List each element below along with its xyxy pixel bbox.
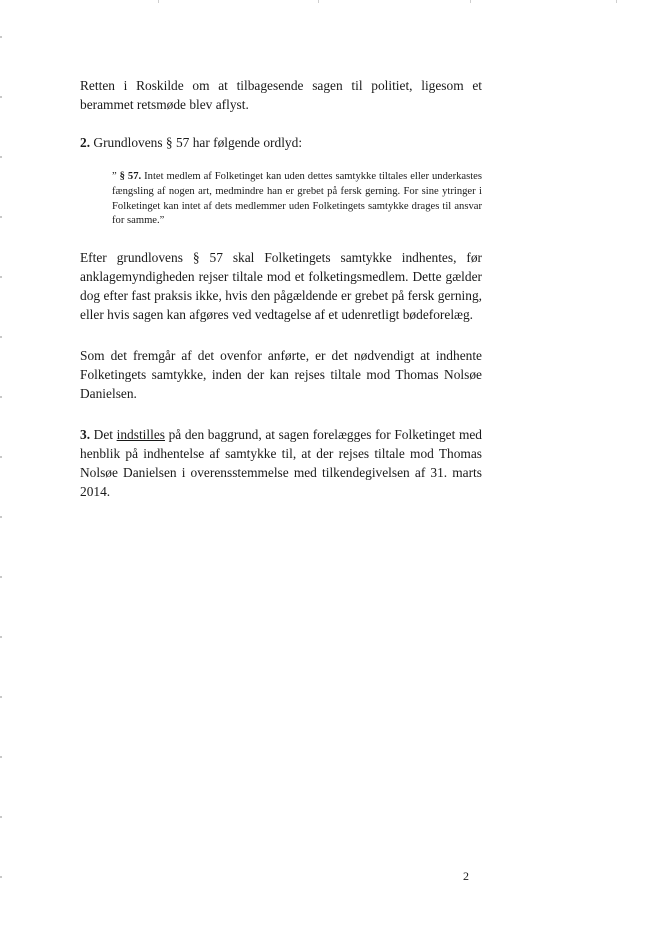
section-3-recommendation (80, 425, 482, 501)
section-2-text: Grundlovens § 57 har følgende ordlyd: (93, 135, 303, 150)
section-2-heading (80, 133, 482, 152)
quote-section-label: § 57. (119, 171, 142, 182)
quote-text: Intet medlem af Folketinget kan uden dettes samtykke tiltales eller underkastes fængsling af nogen art, medmindre han er grebet på fersk gerning. For sine ytringer i Folketinget kan intet af dets medlemmer uden Folketingets samtykke drages til ansvar for samme.” (112, 171, 482, 227)
section-3-text: på den baggrund, at sagen forelægges for Folketinget med henblik på indhentelse af samtykke til, at der rejses tiltale mod Thomas Nolsøe Danielsen i overensstemmelse med tilkendegivelsen af 31. marts 2014. (80, 427, 482, 499)
section-3-underlined-word: indstilles (116, 427, 165, 442)
section-3-lead: Det (90, 427, 117, 442)
paragraph-consent-requirement: Efter grundlovens § 57 skal Folketingets samtykke indhentes, før anklagemyndigheden rejser tiltale mod et folketingsmedlem. Dette gælder dog efter fast praksis ikke, hvis den pågældende er grebet på fersk gerning, eller hvis sagen kan afgøres ved vedtagelse af et udenretligt bødeforelæg. (80, 250, 482, 322)
quote-open-mark: ” (112, 171, 120, 182)
paragraph-consent-necessary: Som det fremgår af det ovenfor anførte, er det nødvendigt at indhente Folketingets samtykke, inden der kan rejses tiltale mod Thomas Nolsøe Danielsen. (80, 348, 482, 401)
scan-top-marks (0, 0, 660, 3)
page-number: 2 (463, 869, 469, 883)
constitution-quote (112, 170, 482, 229)
paragraph-court-return: Retten i Roskilde om at tilbagesende sagen til politiet, ligesom et berammet retsmøde blev aflyst. (80, 78, 482, 112)
section-2-number: 2. (80, 135, 91, 150)
section-3-number: 3. (80, 427, 91, 442)
scan-edge-marks (0, 0, 2, 934)
